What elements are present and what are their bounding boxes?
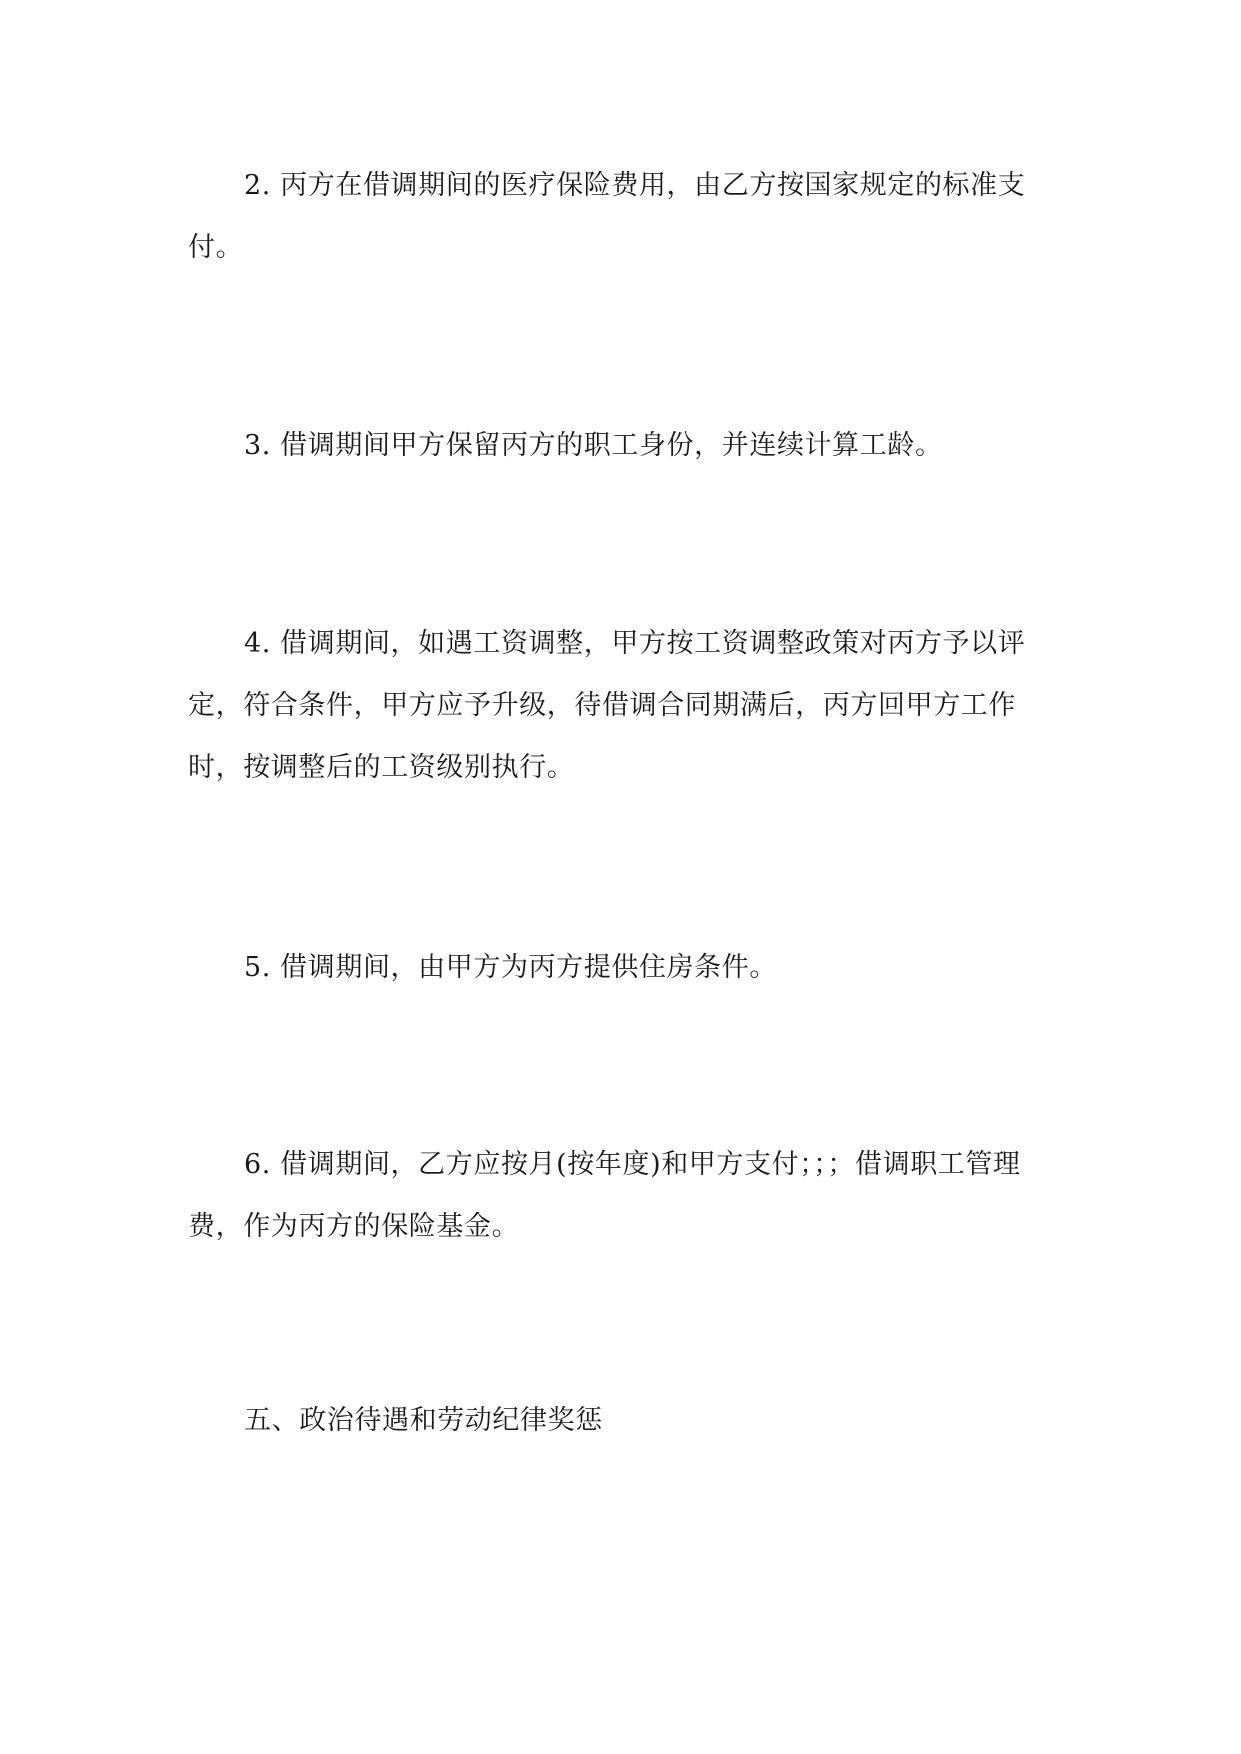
paragraph-item-5-housing: 5. 借调期间，由甲方为丙方提供住房条件。 bbox=[244, 952, 777, 983]
paragraph-item-2-medical-insurance: 2. 丙方在借调期间的医疗保险费用，由乙方按国家规定的标准支付。 bbox=[188, 170, 1026, 263]
paragraph-item-3-employee-status: 3. 借调期间甲方保留丙方的职工身份，并连续计算工龄。 bbox=[244, 430, 943, 461]
section-heading-five: 五、政治待遇和劳动纪律奖惩 bbox=[244, 1405, 603, 1436]
paragraph-item-6-management-fee: 6. 借调期间，乙方应按月(按年度)和甲方支付；；；借调职工管理费，作为丙方的保险基金。 bbox=[188, 1149, 1021, 1242]
paragraph-item-4-salary-adjustment: 4. 借调期间，如遇工资调整，甲方按工资调整政策对丙方予以评定，符合条件，甲方应予升级，待借调合同期满后，丙方回甲方工作时，按调整后的工资级别执行。 bbox=[188, 628, 1026, 783]
